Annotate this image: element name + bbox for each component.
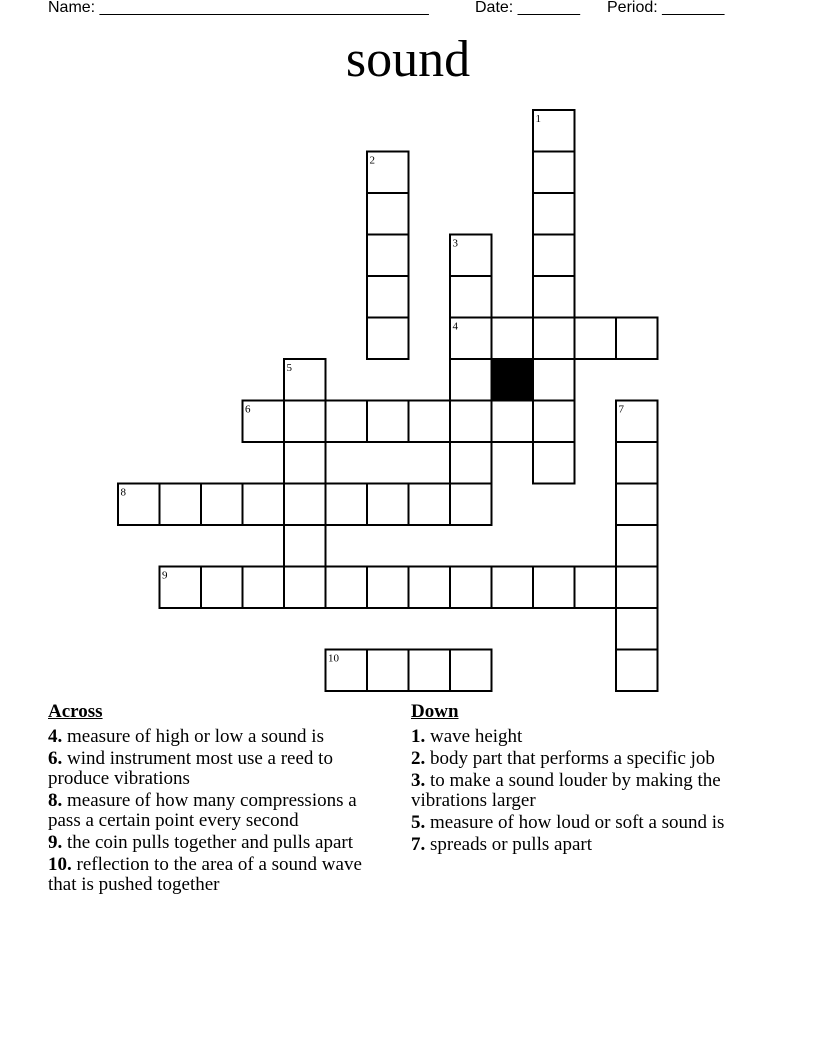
crossword-cell[interactable] xyxy=(533,359,575,401)
crossword-cell[interactable] xyxy=(450,276,492,318)
across-clue-9 xyxy=(48,833,378,853)
crossword-cell[interactable] xyxy=(326,401,368,443)
clue-number-7: 7 xyxy=(618,403,624,416)
clue-number: 10. xyxy=(48,854,72,875)
clue-number: 8. xyxy=(48,790,63,811)
crossword-cell[interactable] xyxy=(367,567,409,609)
crossword-cell[interactable] xyxy=(616,567,658,609)
clue-text: the coin pulls together and pulls apart xyxy=(62,832,353,853)
crossword-cell[interactable] xyxy=(409,650,451,692)
crossword-cell[interactable] xyxy=(616,650,658,692)
crossword-cell[interactable] xyxy=(533,152,575,194)
clue-number: 7. xyxy=(411,834,426,855)
crossword-cell[interactable] xyxy=(409,401,451,443)
clue-number-4: 4 xyxy=(452,320,458,333)
crossword-cell[interactable] xyxy=(284,484,326,526)
crossword-cell[interactable] xyxy=(326,567,368,609)
crossword-cell[interactable] xyxy=(533,567,575,609)
crossword-cell[interactable] xyxy=(450,484,492,526)
crossword-cell[interactable] xyxy=(409,484,451,526)
crossword-cell[interactable] xyxy=(201,567,243,609)
clue-number-5: 5 xyxy=(286,362,292,374)
crossword-cell[interactable] xyxy=(367,276,409,318)
clue-number-9: 9 xyxy=(162,569,168,582)
crossword-cell[interactable] xyxy=(450,650,492,692)
crossword-cell[interactable] xyxy=(450,401,492,443)
clue-text: measure of how loud or soft a sound is xyxy=(425,812,725,833)
period-field-label: Period: _______ xyxy=(607,0,725,16)
date-field-label: Date: _______ xyxy=(475,0,580,16)
crossword-cell[interactable] xyxy=(492,567,534,609)
clue-number-6: 6 xyxy=(245,403,251,416)
across-clues xyxy=(48,701,378,897)
down-clue-5 xyxy=(411,813,756,833)
crossword-cell[interactable] xyxy=(616,318,658,360)
crossword-cell[interactable] xyxy=(450,359,492,401)
crossword-cell[interactable] xyxy=(409,567,451,609)
clue-number: 5. xyxy=(411,812,426,833)
crossword-cell[interactable] xyxy=(492,401,534,443)
crossword-cell[interactable] xyxy=(326,484,368,526)
down-clue-7 xyxy=(411,835,756,855)
crossword-cell[interactable] xyxy=(450,442,492,484)
down-heading: Down xyxy=(411,701,459,722)
clue-text: body part that performs a specific job xyxy=(425,748,715,769)
clue-text: wave height xyxy=(425,726,523,747)
clue-text: measure of how many compressions a pass a certain point every second xyxy=(48,790,357,831)
crossword-cell[interactable] xyxy=(367,193,409,235)
crossword-cell[interactable] xyxy=(533,193,575,235)
clue-number-2: 2 xyxy=(369,154,375,167)
crossword-cell[interactable] xyxy=(367,401,409,443)
clue-number: 3. xyxy=(411,770,426,791)
crossword-cell[interactable] xyxy=(284,401,326,443)
clue-number: 2. xyxy=(411,748,426,769)
clue-number: 6. xyxy=(48,748,63,769)
clue-number-8: 8 xyxy=(120,486,126,499)
crossword-cell[interactable] xyxy=(367,235,409,277)
clue-number-10: 10 xyxy=(328,652,339,665)
crossword-cell[interactable] xyxy=(492,318,534,360)
crossword-cell[interactable] xyxy=(616,525,658,567)
crossword-cell[interactable] xyxy=(533,235,575,277)
crossword-cell[interactable] xyxy=(367,484,409,526)
down-clue-2 xyxy=(411,749,756,769)
clue-text: spreads or pulls apart xyxy=(425,834,592,855)
clue-number-1: 1 xyxy=(535,113,541,125)
down-clue-3 xyxy=(411,771,756,811)
crossword-cell[interactable] xyxy=(284,442,326,484)
down-clue-1 xyxy=(411,727,756,747)
crossword-cell[interactable] xyxy=(533,442,575,484)
crossword-cell[interactable] xyxy=(575,567,617,609)
crossword-cell[interactable] xyxy=(533,318,575,360)
clue-text: reflection to the area of a sound wave that is pushed together xyxy=(48,854,362,895)
clue-number: 1. xyxy=(411,726,426,747)
across-clue-6 xyxy=(48,749,378,789)
crossword-cell[interactable] xyxy=(616,484,658,526)
crossword-cell[interactable] xyxy=(201,484,243,526)
crossword-cell[interactable] xyxy=(160,484,202,526)
crossword-cell[interactable] xyxy=(450,567,492,609)
crossword-cell[interactable] xyxy=(367,650,409,692)
blocked-cell xyxy=(492,359,534,401)
crossword-cell[interactable] xyxy=(575,318,617,360)
clue-number: 9. xyxy=(48,832,63,853)
across-clue-10 xyxy=(48,855,378,895)
crossword-cell[interactable] xyxy=(243,484,285,526)
across-clue-4 xyxy=(48,727,378,747)
name-field-label: Name: _____________________________________ xyxy=(48,0,429,16)
clue-text: wind instrument most use a reed to produce vibrations xyxy=(48,748,333,789)
crossword-cell[interactable] xyxy=(616,442,658,484)
crossword-cell[interactable] xyxy=(243,567,285,609)
crossword-cell[interactable] xyxy=(533,401,575,443)
down-clues xyxy=(411,701,756,857)
crossword-cell[interactable] xyxy=(616,608,658,650)
crossword-cell[interactable] xyxy=(533,276,575,318)
clue-text: measure of high or low a sound is xyxy=(62,726,324,747)
clue-number-3: 3 xyxy=(452,237,458,250)
crossword-cell[interactable] xyxy=(284,567,326,609)
puzzle-title: sound xyxy=(345,31,471,88)
clue-text: to make a sound louder by making the vibrations larger xyxy=(411,770,721,811)
crossword-cell[interactable] xyxy=(284,525,326,567)
across-heading: Across xyxy=(48,701,103,722)
crossword-cell[interactable] xyxy=(367,318,409,360)
across-clue-8 xyxy=(48,791,378,831)
clue-number: 4. xyxy=(48,726,63,747)
